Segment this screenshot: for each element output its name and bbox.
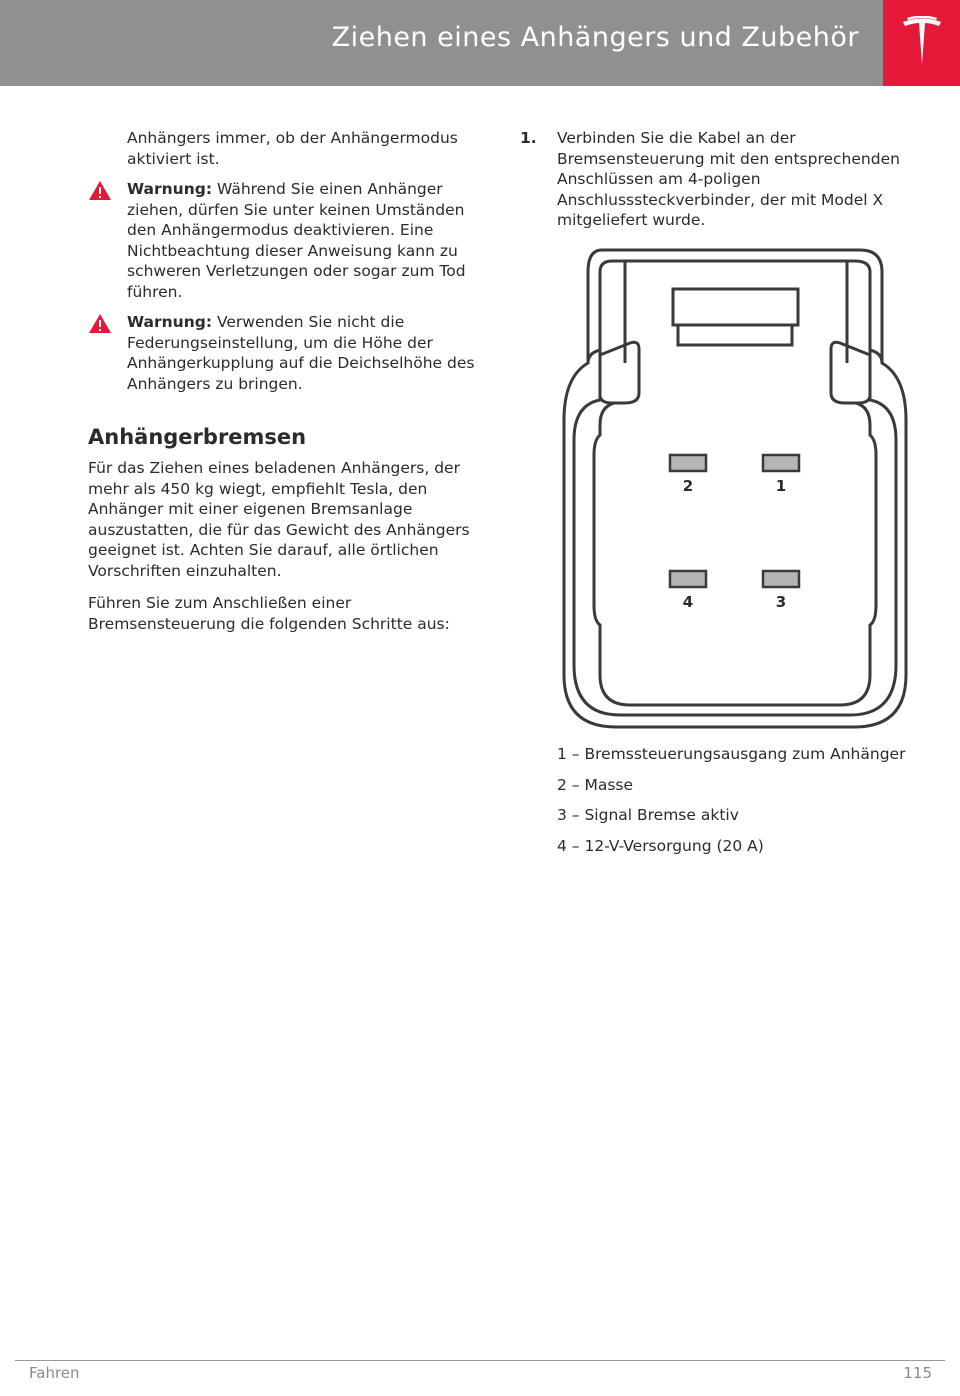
warning-label: Warnung: (127, 180, 213, 198)
pin-3 (763, 571, 799, 587)
logo-box (883, 0, 960, 86)
warning-block-1 (88, 179, 483, 302)
paragraph: Für das Ziehen eines beladenen Anhängers, der mehr als 450 kg wiegt, empfiehlt Tesla, den Anhänger mit einer eigenen Bremsanlage auszustatten, die für das Gewicht des Anhängers geeignet ist. Achten Sie darauf, alle örtlichen Vorschriften einzuhalten. (88, 459, 470, 580)
intro-text: Anhängers immer, ob der Anhängermodus aktiviert ist. (127, 129, 458, 168)
pin-label-3: 3 (775, 593, 787, 611)
pin-label-4: 4 (682, 593, 694, 611)
warning-text: Während Sie einen Anhänger ziehen, dürfen Sie unter keinen Umständen den Anhängermodus deaktivieren. Eine Nichtbeachtung dieser Anweisung kann zu schweren Verletzungen oder sogar zum Tod führen. (127, 180, 466, 301)
paragraph: Führen Sie zum Anschließen einer Bremsensteuerung die folgenden Schritte aus: (88, 594, 450, 633)
footer-section: Fahren (29, 1364, 80, 1382)
warning-block-2 (88, 312, 483, 394)
pin-legend (557, 744, 917, 866)
warning-label: Warnung: (127, 313, 213, 331)
page-title: Ziehen eines Anhängers und Zubehör (331, 22, 859, 53)
legend-item: 3 – Signal Bremse aktiv (557, 806, 739, 824)
pin-4 (670, 571, 706, 587)
pin-1 (763, 455, 799, 471)
legend-item: 1 – Bremssteuerungsausgang zum Anhänger (557, 745, 906, 763)
warning-triangle-icon (88, 313, 112, 334)
legend-item: 2 – Masse (557, 775, 634, 794)
footer-divider (15, 1360, 945, 1361)
right-column (520, 128, 920, 231)
step-text: Verbinden Sie die Kabel an der Bremsensteuerung mit den entsprechenden Anschlüssen am 4-poligen Anschlusssteckverbinder, der mit Model X mitgeliefert wurde. (557, 129, 900, 229)
connector-diagram (560, 245, 910, 730)
page-number: 115 (903, 1364, 932, 1382)
header-bar (0, 0, 883, 86)
warning-text: Verwenden Sie nicht die Federungseinstellung, um die Höhe der Anhängerkupplung auf die Deichselhöhe des Anhängers zu bringen. (127, 313, 475, 393)
legend-item: 4 – 12-V-Versorgung (20 A) (557, 836, 764, 855)
pin-label-1: 1 (775, 477, 787, 495)
pin-2 (670, 455, 706, 471)
left-column (88, 128, 483, 634)
tesla-logo-icon (901, 16, 943, 68)
section-heading: Anhängerbremsen (88, 425, 307, 449)
step-item (520, 128, 920, 231)
warning-triangle-icon (88, 180, 112, 201)
pin-label-2: 2 (682, 477, 694, 495)
step-number: 1. (520, 129, 537, 147)
